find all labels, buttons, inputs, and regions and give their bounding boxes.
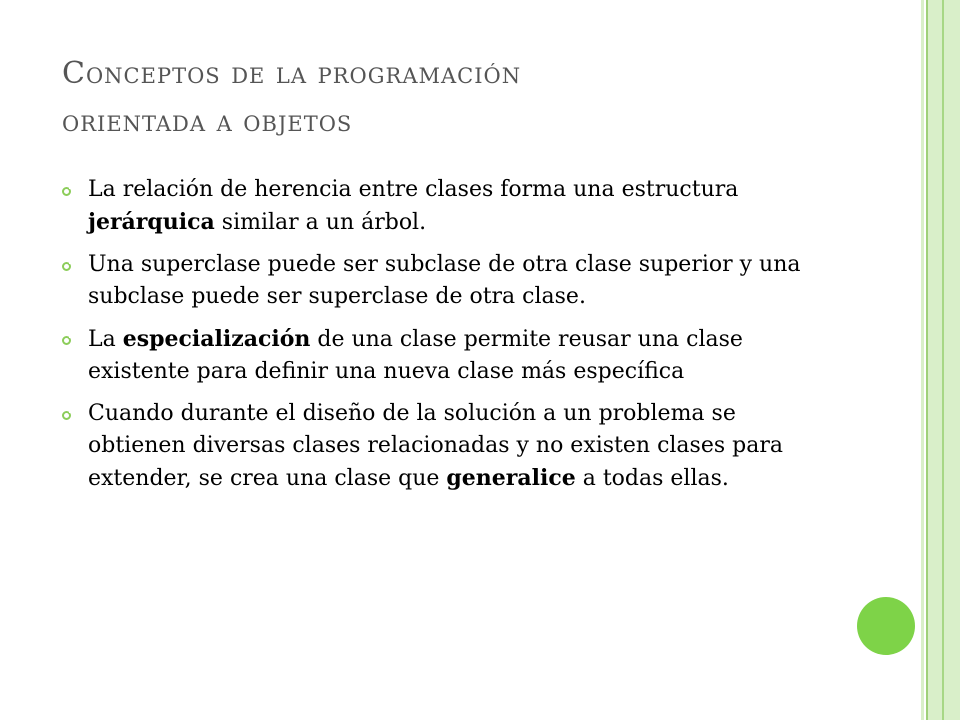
- green-circle-decoration: [857, 597, 915, 655]
- bullet-text-pre: La: [88, 327, 123, 352]
- bullet-text-pre: Cuando durante el diseño de la solución a un problema se obtienen diversas clases relacionadas y no existen clases para extender, se crea una clase que: [88, 401, 783, 491]
- bullet-icon: [62, 411, 71, 420]
- bullet-icon: [62, 336, 71, 345]
- bullet-text-pre: La relación de herencia entre clases forma una estructura: [88, 177, 739, 202]
- bullet-item: [62, 249, 822, 313]
- slide-title: [62, 50, 902, 146]
- title-line-1: Conceptos de la programación: [62, 56, 522, 91]
- bullet-text-post: de una clase permite reusar una clase existente para definir una nueva clase más específica: [88, 327, 743, 384]
- bullet-text-pre: Una superclase puede ser subclase de otra clase superior y una subclase puede ser superclase de otra clase.: [88, 252, 801, 309]
- bullet-text-bold: generalice: [446, 465, 576, 491]
- title-line-2: orientada a objetos: [62, 104, 353, 139]
- bullet-text-post: similar a un árbol.: [214, 210, 427, 235]
- bullet-item: [62, 174, 822, 239]
- bullet-text-bold: jerárquica: [88, 209, 215, 235]
- bullet-text-bold: especialización: [122, 326, 311, 352]
- bullet-icon: [62, 187, 71, 196]
- side-bar-decoration: [928, 0, 942, 720]
- side-bar-decoration: [944, 0, 960, 720]
- side-bar-decoration: [921, 0, 924, 720]
- bullet-icon: [62, 262, 71, 271]
- bullet-item: [62, 323, 822, 388]
- bullet-text-post: a todas ellas.: [575, 466, 729, 491]
- bullet-list: [62, 174, 822, 505]
- bullet-item: [62, 398, 822, 495]
